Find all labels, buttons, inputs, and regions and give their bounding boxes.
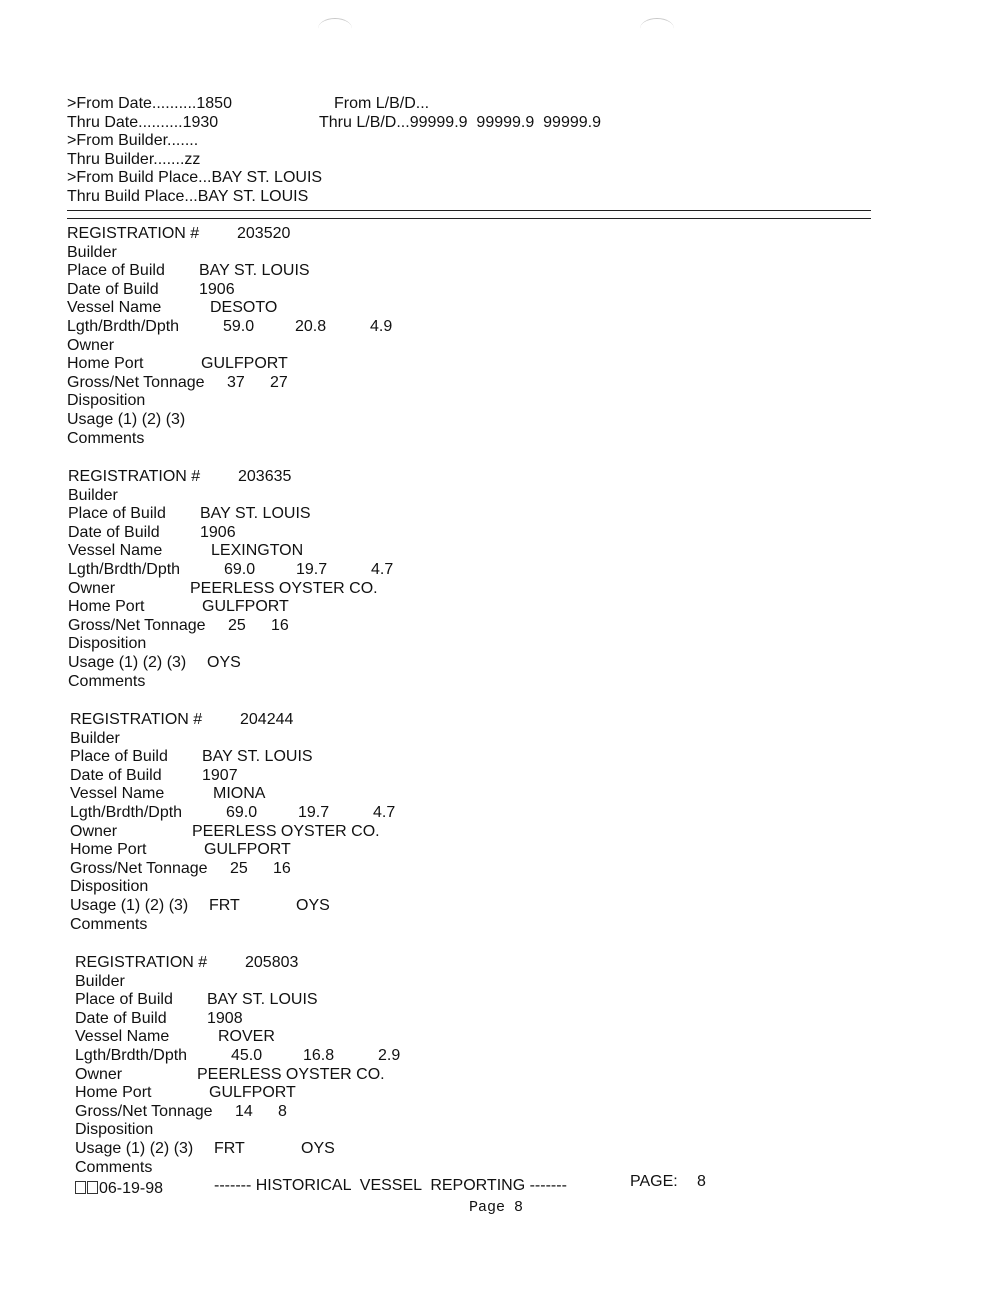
owner-value: PEERLESS OYSTER CO. bbox=[197, 1065, 385, 1083]
place-of-build-value: BAY ST. LOUIS bbox=[200, 505, 311, 523]
home-port-label: Home Port bbox=[75, 1084, 152, 1102]
comments-label: Comments bbox=[68, 672, 146, 690]
from-lbd-line: From L/B/D... bbox=[334, 95, 430, 112]
breadth-value: 19.7 bbox=[296, 560, 328, 578]
registration-row bbox=[68, 468, 292, 487]
thru-date-line: Thru Date..........1930 bbox=[67, 114, 219, 131]
disposition-row bbox=[70, 878, 149, 897]
vessel-name-value: MIONA bbox=[213, 785, 266, 803]
from-date-line: >From Date..........1850 bbox=[67, 95, 232, 112]
disposition-label: Disposition bbox=[75, 1121, 154, 1139]
length-value: 45.0 bbox=[231, 1046, 263, 1064]
usage-row bbox=[70, 896, 330, 916]
dimensions-row bbox=[75, 1046, 401, 1066]
place-of-build-row bbox=[67, 262, 310, 281]
dimensions-row bbox=[70, 803, 396, 823]
home-port-row bbox=[68, 598, 289, 617]
comments-label: Comments bbox=[70, 915, 148, 933]
date-of-build-value: 1908 bbox=[207, 1009, 243, 1027]
owner-label: Owner bbox=[70, 822, 118, 840]
vessel-name-label: Vessel Name bbox=[70, 785, 165, 803]
disposition-label: Disposition bbox=[70, 878, 149, 896]
vessel-name-label: Vessel Name bbox=[68, 542, 163, 560]
vessel-name-value: DESOTO bbox=[210, 299, 278, 317]
usage-2-value: OYS bbox=[301, 1139, 335, 1157]
vessel-record bbox=[70, 711, 396, 934]
registration-number: 203635 bbox=[238, 468, 292, 485]
home-port-row bbox=[67, 355, 288, 374]
tonnage-row bbox=[67, 373, 288, 393]
dimensions-label: Lgth/Brdth/Dpth bbox=[70, 803, 183, 821]
disposition-row bbox=[68, 635, 147, 654]
tonnage-label: Gross/Net Tonnage bbox=[68, 616, 206, 634]
registration-number: 204244 bbox=[240, 711, 294, 728]
place-of-build-value: BAY ST. LOUIS bbox=[199, 262, 310, 280]
disposition-label: Disposition bbox=[68, 635, 147, 653]
from-builder-line: >From Builder....... bbox=[67, 132, 199, 149]
date-of-build-row bbox=[68, 523, 236, 543]
dimensions-label: Lgth/Brdth/Dpth bbox=[75, 1046, 188, 1064]
builder-row bbox=[68, 486, 118, 506]
dimensions-label: Lgth/Brdth/Dpth bbox=[67, 317, 180, 335]
page-caption: Page 8 bbox=[469, 1199, 524, 1216]
thru-lbd-line: Thru L/B/D...99999.9 99999.9 99999.9 bbox=[319, 114, 601, 131]
builder-row bbox=[67, 243, 117, 263]
dimensions-row bbox=[67, 317, 393, 337]
thru-builder-line: Thru Builder.......zz bbox=[67, 151, 201, 168]
comments-row bbox=[75, 1158, 153, 1178]
date-of-build-label: Date of Build bbox=[67, 280, 159, 298]
footer-date bbox=[75, 1180, 163, 1199]
owner-row bbox=[75, 1065, 385, 1085]
glyph-box-icon bbox=[75, 1181, 86, 1194]
vessel-name-label: Vessel Name bbox=[67, 299, 162, 317]
owner-label: Owner bbox=[68, 579, 116, 597]
vessel-record bbox=[67, 225, 393, 448]
separator-rule bbox=[67, 210, 871, 219]
comments-label: Comments bbox=[67, 429, 145, 447]
date-of-build-row bbox=[75, 1009, 243, 1029]
place-of-build-label: Place of Build bbox=[75, 991, 173, 1009]
builder-label: Builder bbox=[75, 972, 125, 990]
home-port-label: Home Port bbox=[68, 598, 145, 616]
vessel-name-value: ROVER bbox=[218, 1028, 275, 1046]
owner-row bbox=[68, 579, 378, 599]
vessel-name-row bbox=[75, 1028, 275, 1047]
builder-label: Builder bbox=[67, 243, 117, 261]
length-value: 59.0 bbox=[223, 317, 255, 335]
vessel-record bbox=[68, 468, 394, 691]
gross-tonnage-value: 25 bbox=[228, 616, 246, 634]
builder-row bbox=[75, 972, 125, 992]
usage-label: Usage (1) (2) (3) bbox=[70, 896, 189, 914]
punch-hole-mark bbox=[640, 18, 674, 39]
comments-row bbox=[70, 915, 148, 935]
gross-tonnage-value: 37 bbox=[227, 373, 245, 391]
vessel-name-row bbox=[67, 299, 278, 318]
home-port-row bbox=[70, 841, 291, 860]
owner-label: Owner bbox=[67, 336, 115, 354]
builder-label: Builder bbox=[68, 486, 118, 504]
registration-row bbox=[67, 225, 291, 244]
builder-row bbox=[70, 729, 120, 749]
place-of-build-value: BAY ST. LOUIS bbox=[202, 748, 313, 766]
home-port-value: GULFPORT bbox=[201, 355, 288, 373]
usage-1-value: FRT bbox=[214, 1139, 245, 1157]
breadth-value: 20.8 bbox=[295, 317, 327, 335]
length-value: 69.0 bbox=[224, 560, 256, 578]
net-tonnage-value: 8 bbox=[278, 1102, 287, 1120]
usage-label: Usage (1) (2) (3) bbox=[67, 410, 186, 428]
vessel-name-row bbox=[68, 542, 304, 561]
place-of-build-row bbox=[75, 991, 318, 1010]
footer-date-text: 06-19-98 bbox=[99, 1180, 164, 1197]
usage-1-value: FRT bbox=[209, 896, 240, 914]
home-port-value: GULFPORT bbox=[204, 841, 291, 859]
place-of-build-value: BAY ST. LOUIS bbox=[207, 991, 318, 1009]
depth-value: 2.9 bbox=[378, 1046, 401, 1064]
vessel-name-label: Vessel Name bbox=[75, 1028, 170, 1046]
comments-label: Comments bbox=[75, 1158, 153, 1176]
home-port-label: Home Port bbox=[67, 355, 144, 373]
registration-label: REGISTRATION # bbox=[70, 711, 203, 728]
vessel-record bbox=[75, 954, 401, 1177]
home-port-value: GULFPORT bbox=[209, 1084, 296, 1102]
gross-tonnage-value: 25 bbox=[230, 859, 248, 877]
date-of-build-label: Date of Build bbox=[70, 766, 162, 784]
net-tonnage-value: 16 bbox=[273, 859, 291, 877]
usage-row bbox=[68, 653, 241, 673]
home-port-value: GULFPORT bbox=[202, 598, 289, 616]
dimensions-label: Lgth/Brdth/Dpth bbox=[68, 560, 181, 578]
gross-tonnage-value: 14 bbox=[235, 1102, 253, 1120]
registration-label: REGISTRATION # bbox=[67, 225, 200, 242]
footer-page-number: 8 bbox=[697, 1173, 706, 1190]
vessel-name-row bbox=[70, 785, 266, 804]
date-of-build-label: Date of Build bbox=[75, 1009, 167, 1027]
place-of-build-row bbox=[70, 748, 313, 767]
place-of-build-label: Place of Build bbox=[68, 505, 166, 523]
dimensions-row bbox=[68, 560, 394, 580]
tonnage-row bbox=[75, 1102, 287, 1122]
length-value: 69.0 bbox=[226, 803, 258, 821]
date-of-build-row bbox=[70, 766, 238, 786]
footer-page-label: PAGE: bbox=[630, 1173, 678, 1190]
glyph-box-icon bbox=[87, 1181, 98, 1194]
depth-value: 4.7 bbox=[373, 803, 396, 821]
place-of-build-label: Place of Build bbox=[70, 748, 168, 766]
net-tonnage-value: 16 bbox=[271, 616, 289, 634]
usage-label: Usage (1) (2) (3) bbox=[68, 653, 187, 671]
place-of-build-label: Place of Build bbox=[67, 262, 165, 280]
punch-hole-mark bbox=[318, 18, 352, 39]
date-of-build-label: Date of Build bbox=[68, 523, 160, 541]
registration-number: 203520 bbox=[237, 225, 291, 242]
date-of-build-value: 1906 bbox=[200, 523, 236, 541]
date-of-build-value: 1907 bbox=[202, 766, 238, 784]
home-port-label: Home Port bbox=[70, 841, 147, 859]
depth-value: 4.9 bbox=[370, 317, 393, 335]
owner-label: Owner bbox=[75, 1065, 123, 1083]
owner-value: PEERLESS OYSTER CO. bbox=[190, 579, 378, 597]
place-of-build-row bbox=[68, 505, 311, 524]
owner-row bbox=[70, 822, 380, 842]
usage-row bbox=[67, 410, 186, 430]
disposition-row bbox=[75, 1121, 154, 1140]
footer-title: ------- HISTORICAL VESSEL REPORTING ------- bbox=[214, 1177, 567, 1194]
date-of-build-value: 1906 bbox=[199, 280, 235, 298]
vessel-name-value: LEXINGTON bbox=[211, 542, 304, 560]
registration-row bbox=[75, 954, 299, 973]
net-tonnage-value: 27 bbox=[270, 373, 288, 391]
date-of-build-row bbox=[67, 280, 235, 300]
disposition-row bbox=[67, 392, 146, 411]
usage-2-value: OYS bbox=[296, 896, 330, 914]
tonnage-label: Gross/Net Tonnage bbox=[75, 1102, 213, 1120]
tonnage-row bbox=[70, 859, 291, 879]
comments-row bbox=[68, 672, 146, 692]
thru-build-place-line: Thru Build Place...BAY ST. LOUIS bbox=[67, 188, 309, 205]
owner-row bbox=[67, 336, 115, 356]
home-port-row bbox=[75, 1084, 296, 1103]
breadth-value: 19.7 bbox=[298, 803, 330, 821]
usage-row bbox=[75, 1139, 335, 1159]
usage-1-value: OYS bbox=[207, 653, 241, 671]
registration-number: 205803 bbox=[245, 954, 299, 971]
registration-row bbox=[70, 711, 294, 730]
builder-label: Builder bbox=[70, 729, 120, 747]
registration-label: REGISTRATION # bbox=[75, 954, 208, 971]
tonnage-row bbox=[68, 616, 289, 636]
usage-label: Usage (1) (2) (3) bbox=[75, 1139, 194, 1157]
from-build-place-line: >From Build Place...BAY ST. LOUIS bbox=[67, 169, 323, 186]
registration-label: REGISTRATION # bbox=[68, 468, 201, 485]
owner-value: PEERLESS OYSTER CO. bbox=[192, 822, 380, 840]
breadth-value: 16.8 bbox=[303, 1046, 335, 1064]
disposition-label: Disposition bbox=[67, 392, 146, 410]
tonnage-label: Gross/Net Tonnage bbox=[70, 859, 208, 877]
depth-value: 4.7 bbox=[371, 560, 394, 578]
comments-row bbox=[67, 429, 145, 449]
tonnage-label: Gross/Net Tonnage bbox=[67, 373, 205, 391]
